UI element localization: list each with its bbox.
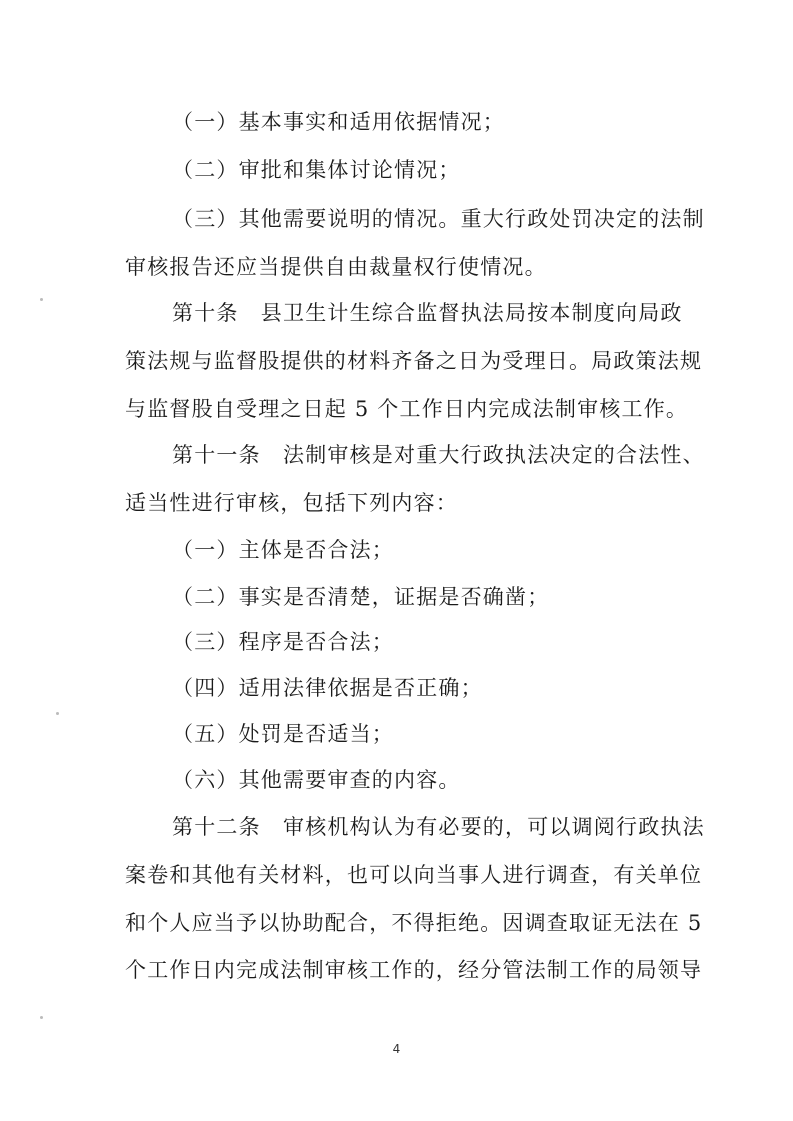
list-item: （一）主体是否合法； bbox=[172, 538, 394, 562]
scan-speck bbox=[40, 1016, 43, 1019]
list-item: （四）适用法律依据是否正确； bbox=[172, 676, 483, 700]
list-item: （六）其他需要审查的内容。 bbox=[172, 768, 461, 792]
scan-speck bbox=[40, 298, 43, 301]
text-line: 与监督股自受理之日起 5 个工作日内完成法制审核工作。 bbox=[125, 397, 689, 421]
article-12-heading-line: 第十二条 审核机构认为有必要的，可以调阅行政执法 bbox=[172, 815, 705, 839]
text-line: 和个人应当予以协助配合，不得拒绝。因调查取证无法在 5 bbox=[125, 911, 703, 935]
text-line: （三）其他需要说明的情况。重大行政处罚决定的法制 bbox=[172, 207, 705, 231]
list-item: （三）程序是否合法； bbox=[172, 630, 394, 654]
text-line: 个工作日内完成法制审核工作的，经分管法制工作的局领导 bbox=[125, 958, 703, 982]
text-line: 案卷和其他有关材料，也可以向当事人进行调查，有关单位 bbox=[125, 863, 703, 887]
list-item: （五）处罚是否适当； bbox=[172, 722, 394, 746]
page-number: 4 bbox=[392, 1042, 401, 1056]
article-10-heading-line: 第十条 县卫生计生综合监督执法局按本制度向局政 bbox=[172, 301, 683, 325]
text-line: 策法规与监督股提供的材料齐备之日为受理日。局政策法规 bbox=[125, 349, 703, 373]
scan-speck bbox=[56, 712, 59, 715]
article-11-heading-line: 第十一条 法制审核是对重大行政执法决定的合法性、 bbox=[172, 443, 705, 467]
text-line: （二）审批和集体讨论情况； bbox=[172, 158, 461, 182]
list-item: （二）事实是否清楚，证据是否确凿； bbox=[172, 585, 550, 609]
text-line: 审核报告还应当提供自由裁量权行使情况。 bbox=[125, 255, 547, 279]
text-line: 适当性进行审核，包括下列内容： bbox=[125, 491, 458, 515]
text-line: （一）基本事实和适用依据情况； bbox=[172, 110, 505, 134]
